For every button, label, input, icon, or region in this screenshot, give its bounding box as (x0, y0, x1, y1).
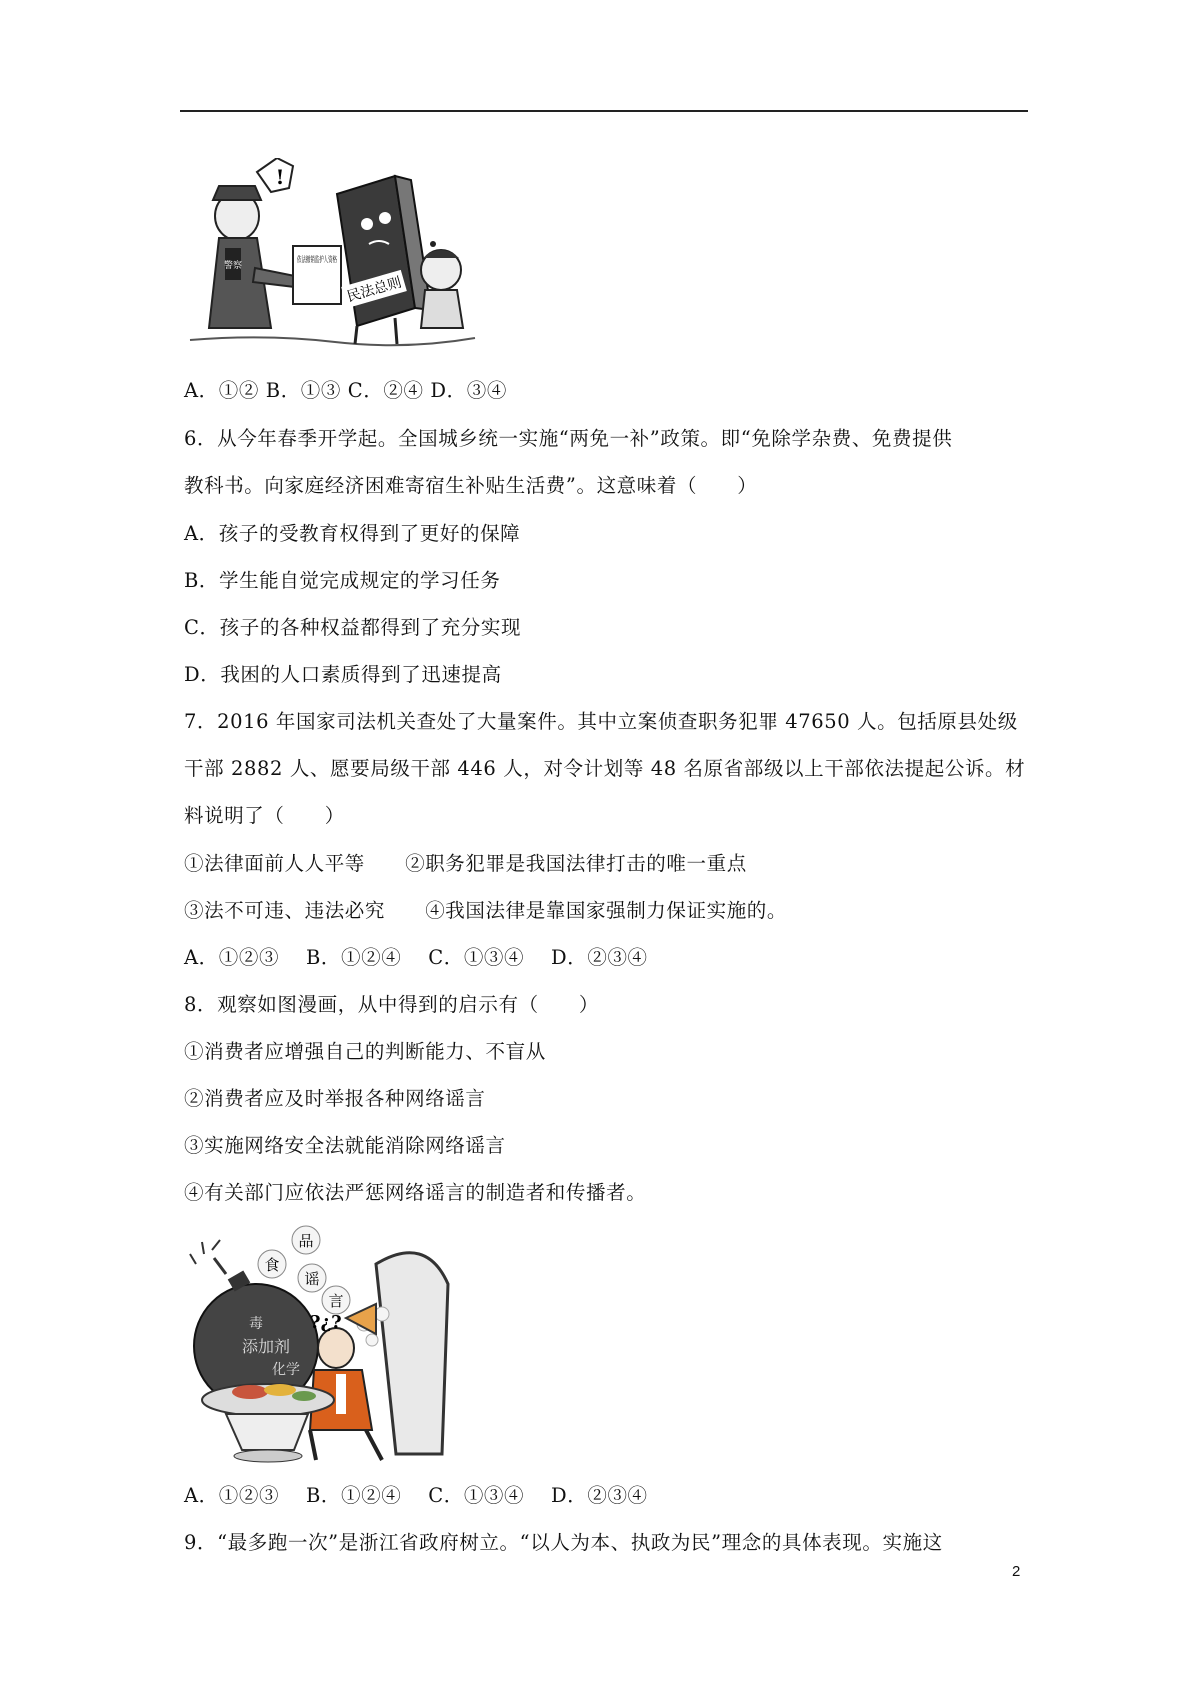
q7-items-line1: ①法律面前人人平等 ②职务犯罪是我国法律打击的唯一重点 (184, 852, 747, 875)
q6-option-b: B．学生能自觉完成规定的学习任务 (184, 569, 501, 592)
revoke-guardian-paper (293, 246, 369, 304)
bubble-yao: 谣 (304, 1270, 320, 1288)
cartoon-civil-code (185, 158, 477, 354)
q8-item-2: ②消费者应及时举报各种网络谣言 (184, 1087, 486, 1110)
q7-stem-line3: 料说明了（ ） (184, 804, 345, 827)
bomb-text-additive: 添加剂 (241, 1337, 291, 1356)
header-rule (180, 110, 1028, 112)
officer-badge: 警察 (223, 261, 243, 271)
q6-stem-line1: 6．从今年春季开学起。全国城乡统一实施“两免一补”政策。即“免除学杂费、免费提供 (184, 427, 953, 450)
bomb-text-chem: 化学 (272, 1362, 300, 1378)
exclaim-mark: ! (275, 165, 285, 189)
q8-item-3: ③实施网络安全法就能消除网络谣言 (184, 1134, 506, 1157)
q5-options: A．①② B．①③ C．②④ D．③④ (184, 379, 507, 402)
q6-option-a: A．孩子的受教育权得到了更好的保障 (184, 522, 521, 545)
page-number: 2 (1012, 1563, 1021, 1580)
q8-stem: 8．观察如图漫画，从中得到的启示有（ ） (184, 993, 600, 1016)
q8-item-1: ①消费者应增强自己的判断能力、不盲从 (184, 1040, 546, 1063)
paper-text: 依法撤销监护人资格 (297, 255, 369, 264)
bomb-text-du: 毒 (249, 1316, 263, 1332)
question-marks: ?¿? (310, 1312, 342, 1333)
cartoon-food-rumor (186, 1224, 456, 1468)
q7-stem-line1: 7．2016 年国家司法机关查处了大量案件。其中立案侦查职务犯罪 47650 人。包括原县处级 (184, 710, 1018, 733)
q6-option-c: C．孩子的各种权益都得到了充分实现 (184, 616, 522, 639)
q8-options: A．①②③ B．①②④ C．①③④ D．②③④ (184, 1484, 648, 1507)
bubble-pin: 品 (298, 1232, 314, 1250)
q6-option-d: D．我困的人口素质得到了迅速提高 (184, 663, 502, 686)
q9-stem-line1: 9．“最多跑一次”是浙江省政府树立。“以人为本、执政为民”理念的具体表现。实施这 (184, 1531, 943, 1554)
q7-options: A．①②③ B．①②④ C．①③④ D．②③④ (184, 946, 648, 969)
q8-item-4: ④有关部门应依法严惩网络谣言的制造者和传播者。 (184, 1181, 647, 1204)
bubble-shi: 食 (264, 1256, 280, 1274)
q7-items-line2: ③法不可违、违法必究 ④我国法律是靠国家强制力保证实施的。 (184, 899, 788, 922)
book-title: 民法总则 (345, 274, 404, 306)
q6-stem-line2: 教科书。向家庭经济困难寄宿生补贴生活费”。这意味着（ ） (184, 474, 758, 497)
q7-stem-line2: 干部 2882 人、愿要局级干部 446 人，对令计划等 48 名原省部级以上干部依法提起公诉。材 (184, 757, 1026, 780)
bubble-yan: 言 (328, 1292, 344, 1310)
